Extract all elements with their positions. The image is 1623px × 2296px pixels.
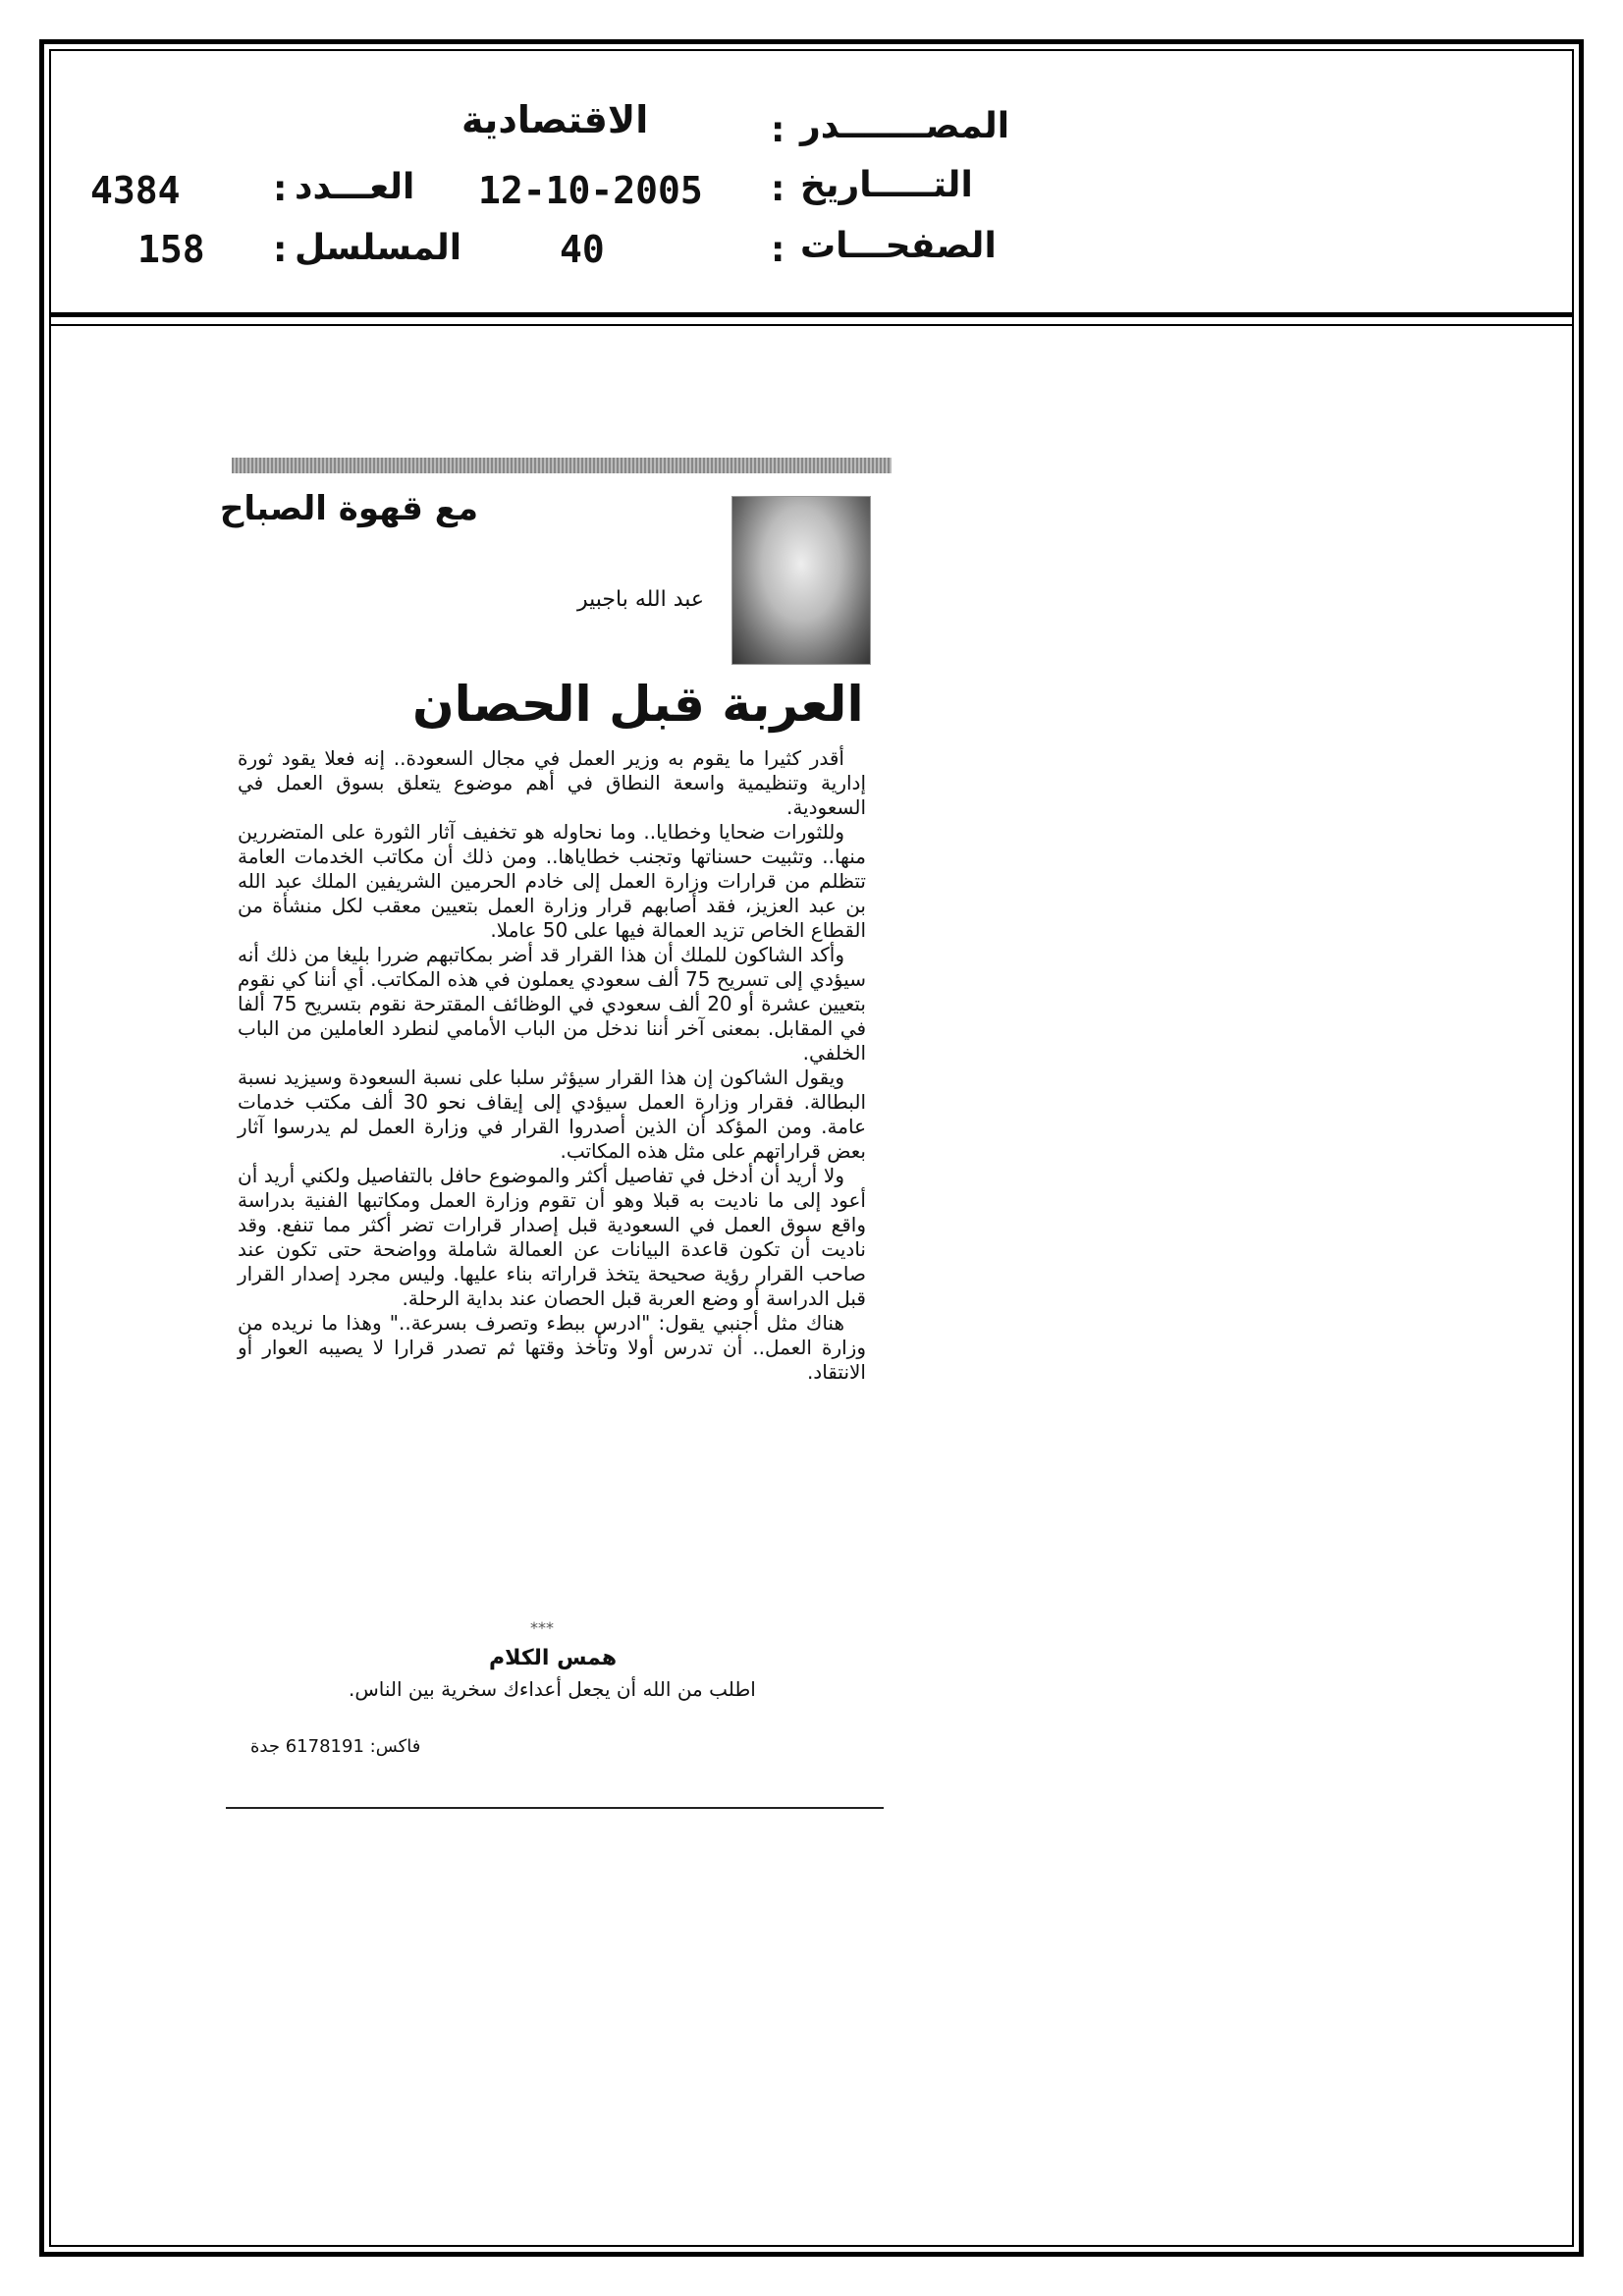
section-separator: *** (530, 1618, 554, 1637)
source-colon: : (771, 110, 785, 150)
header-divider-thin (49, 324, 1574, 326)
serial-colon: : (273, 230, 288, 270)
article-body (238, 746, 866, 1385)
article-headline: العربة قبل الحصان (412, 676, 864, 733)
article-paragraph: وأكد الشاكون للملك أن هذا القرار قد أضر بمكاتبهم ضررا بليغا من ذلك أنه سيؤدي إلى تسريح 75 ألف سعودي يعملون في هذه المكاتب. أي أننا كي نقوم بتعيين عشرة أو 20 ألف سعودي في الوظائف المقترحة نقوم بتسريح 75 ألفا في المقابل. بمعنى آخر أننا ندخل من الباب الأمامي لنطرد العاملين من الباب الخلفي. (238, 943, 866, 1065)
date-value: 12-10-2005 (478, 169, 703, 212)
serial-value: 158 (137, 228, 205, 271)
issue-label: العـــدد (295, 167, 415, 207)
author-photo (731, 496, 871, 665)
date-label: التـــــاريخ (800, 165, 973, 205)
whisper-title: همس الكلام (489, 1646, 618, 1670)
source-label: المصـــــــدر (800, 106, 1010, 146)
source-value: الاقتصادية (461, 98, 649, 141)
fax-line: فاكس: 6178191 جدة (250, 1736, 421, 1757)
issue-colon: : (273, 169, 288, 209)
article-paragraph: وللثورات ضحايا وخطايا.. وما نحاوله هو تخفيف آثار الثورة على المتضررين منها.. وتثبيت حسناتها وتجنب خطاياها.. ومن ذلك أن مكاتب الخدمات العامة تتظلم من قرارات وزارة العمل إلى خادم الحرمين الشريفين الملك عبد الله بن عبد العزيز، فقد أصابهم قرار وزارة العمل بتعيين معقب لكل منشأة من القطاع الخاص تزيد العمالة فيها على 50 عاملا. (238, 820, 866, 942)
article-paragraph: هناك مثل أجنبي يقول: "ادرس ببطء وتصرف بسرعة.." وهذا ما نريده من وزارة العمل.. أن تدرس أولا وتأخذ وقتها ثم تصدر قرارا لا يصيبه العوار أو الانتقاد. (238, 1311, 866, 1384)
header-divider (49, 312, 1574, 317)
issue-value: 4384 (90, 169, 181, 212)
pages-value: 40 (560, 228, 605, 271)
serial-label: المسلسل (295, 228, 462, 268)
article-paragraph: ويقول الشاكون إن هذا القرار سيؤثر سلبا على نسبة السعودة وسيزيد نسبة البطالة. فقرار وزارة العمل سيؤدي إلى إيقاف نحو 30 ألف مكتب خدمات عامة. ومن المؤكد أن الذين أصدروا القرار في وزارة العمل لم يدرسوا آثار بعض قراراتهم على مثل هذه المكاتب. (238, 1066, 866, 1163)
article-paragraph: أقدر كثيرا ما يقوم به وزير العمل في مجال السعودة.. إنه فعلا يقود ثورة إدارية وتنظيمية واسعة النطاق في أهم موضوع يتعلق بسوق العمل في السعودية. (238, 746, 866, 819)
date-colon: : (771, 169, 785, 209)
clipping-top-bar (232, 458, 892, 473)
column-title: مع قهوة الصباح (219, 489, 478, 528)
author-name: عبد الله باجبير (577, 587, 705, 612)
article-paragraph: ولا أريد أن أدخل في تفاصيل أكثر والموضوع حافل بالتفاصيل ولكني أريد أن أعود إلى ما ناديت به قبلا وهو أن تقوم وزارة العمل ومكاتبها الفنية بدراسة واقع سوق العمل في السعودية قبل إصدار قرارات تضر أكثر مما تنفع. وقد ناديت أن تكون قاعدة البيانات عن العمالة شاملة وواضحة حتى تكون عند صاحب القرار رؤية صحيحة يتخذ قراراته بناء عليها. وليس مجرد إصدار القرار قبل الدراسة أو وضع العربة قبل الحصان عند بداية الرحلة. (238, 1164, 866, 1310)
pages-colon: : (771, 230, 785, 270)
pages-label: الصفحـــات (800, 226, 997, 266)
clipping-bottom-rule (226, 1807, 884, 1809)
whisper-text: اطلب من الله أن يجعل أعداءك سخرية بين الناس. (349, 1677, 756, 1701)
